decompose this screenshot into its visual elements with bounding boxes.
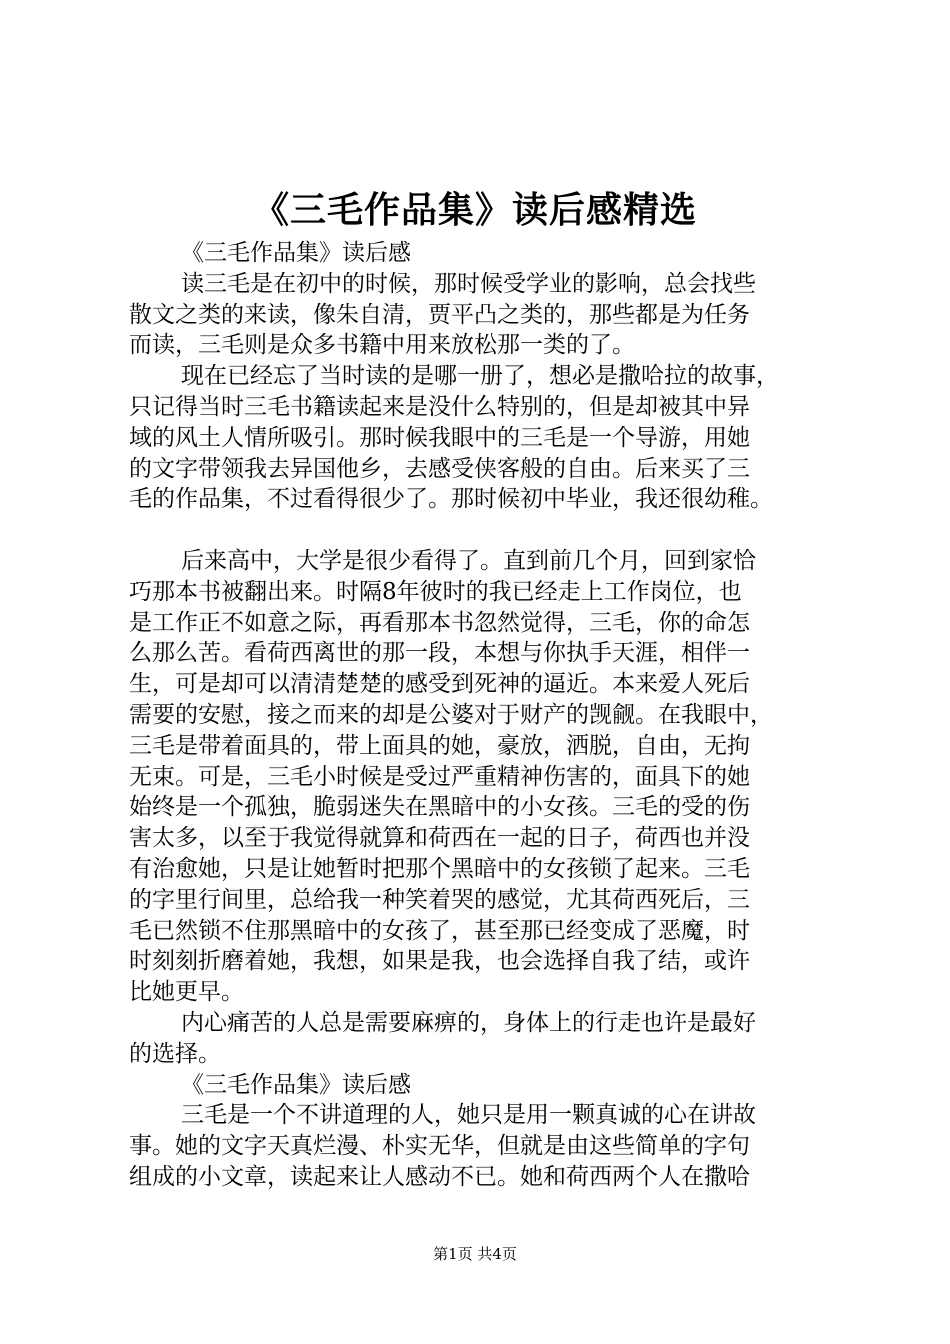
document-body	[129, 238, 843, 1193]
paragraph-line: 后来高中，大学是很少看得了。直到前几个月，回到家恰	[181, 547, 756, 574]
paragraph-line: 是工作正不如意之际，再看那本书忽然觉得，三毛，你的命怎	[129, 609, 750, 636]
paragraph-line: 三毛是一个不讲道理的人，她只是用一颗真诚的心在讲故	[181, 1102, 756, 1129]
paragraph-line: 事。她的文字天真烂漫、朴实无华，但就是由这些简单的字句	[129, 1133, 750, 1160]
section-heading: 《三毛作品集》读后感	[181, 1071, 411, 1098]
paragraph-line: 生，可是却可以清清楚楚的感受到死神的逼近。本来爱人死后	[129, 671, 750, 698]
paragraph-line: 三毛是带着面具的，带上面具的她，豪放，洒脱，自由，无拘	[129, 732, 750, 759]
paragraph-line: 比她更早。	[129, 979, 244, 1006]
blank-line	[129, 515, 843, 546]
paragraph-line: 无束。可是，三毛小时候是受过严重精神伤害的，面具下的她	[129, 763, 750, 790]
paragraph-line: 而读，三毛则是众多书籍中用来放松那一类的了。	[129, 332, 635, 359]
paragraph-line: 时刻刻折磨着她，我想，如果是我，也会选择自我了结，或许	[129, 948, 750, 975]
paragraph-line: 有治愈她，只是让她暂时把那个黑暗中的女孩锁了起来。三毛	[129, 855, 750, 882]
paragraph-line: 现在已经忘了当时读的是哪一册了，想必是撒哈拉的故事，	[181, 363, 779, 390]
paragraph-line: 内心痛苦的人总是需要麻痹的，身体上的行走也许是最好	[181, 1009, 756, 1036]
paragraph-line: 害太多，以至于我觉得就算和荷西在一起的日子，荷西也并没	[129, 825, 750, 852]
paragraph-line: 毛已然锁不住那黑暗中的女孩了，甚至那已经变成了恶魔，时	[129, 917, 750, 944]
paragraph-line: 读三毛是在初中的时候，那时候受学业的影响，总会找些	[181, 270, 756, 297]
page-footer: 第1页 共4页	[433, 1245, 517, 1263]
paragraph-line: 域的风土人情所吸引。那时候我眼中的三毛是一个导游，用她	[129, 424, 750, 451]
paragraph-line: 的文字带领我去异国他乡，去感受侠客般的自由。后来买了三	[129, 455, 750, 482]
paragraph-line: 散文之类的来读，像朱自清，贾平凸之类的，那些都是为任务	[129, 301, 750, 328]
paragraph-line: 需要的安慰，接之而来的却是公婆对于财产的觊觎。在我眼中，	[129, 701, 773, 728]
paragraph-line: 始终是一个孤独，脆弱迷失在黑暗中的小女孩。三毛的受的伤	[129, 794, 750, 821]
paragraph-line: 巧那本书被翻出来。时隔8年彼时的我已经走上工作岗位，也	[129, 578, 742, 605]
paragraph-line: 毛的作品集，不过看得很少了。那时候初中毕业，我还很幼稚。	[129, 486, 773, 513]
paragraph-line: 么那么苦。看荷西离世的那一段，本想与你执手天涯，相伴一	[129, 640, 750, 667]
document-title: 《三毛作品集》读后感精选	[252, 189, 697, 231]
paragraph-line: 组成的小文章，读起来让人感动不已。她和荷西两个人在撒哈	[129, 1163, 750, 1190]
paragraph-line: 的字里行间里，总给我一种笑着哭的感觉，尤其荷西死后，三	[129, 886, 750, 913]
paragraph-line: 只记得当时三毛书籍读起来是没什么特别的，但是却被其中异	[129, 393, 750, 420]
paragraph-line: 的选择。	[129, 1040, 221, 1067]
section-heading: 《三毛作品集》读后感	[181, 240, 411, 266]
